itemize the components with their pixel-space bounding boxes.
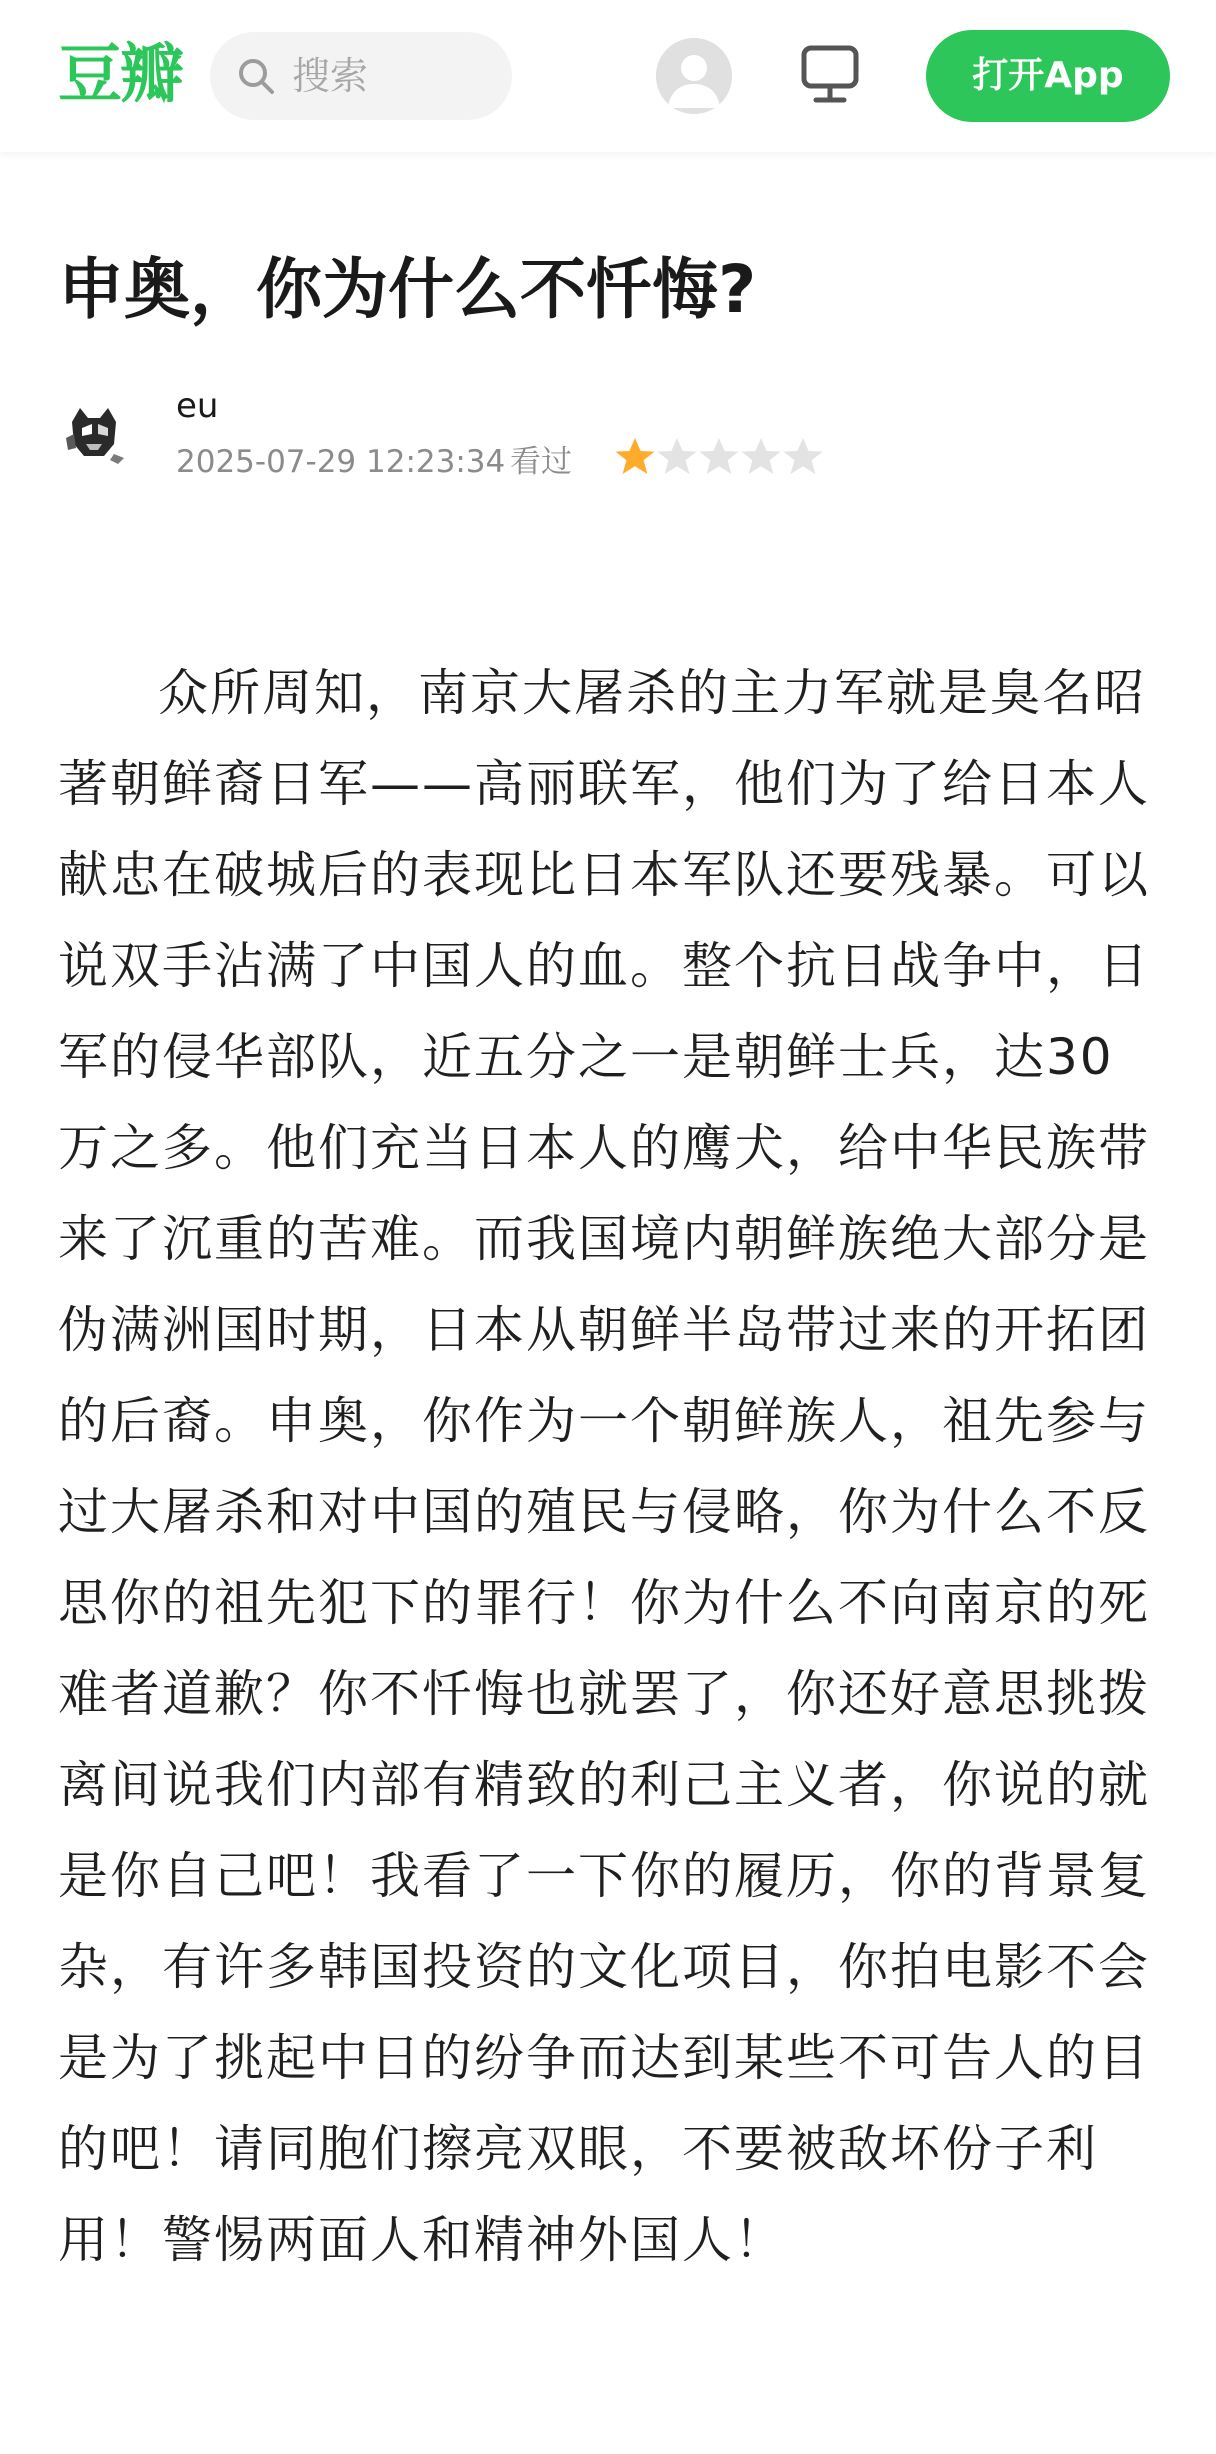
user-avatar-button[interactable]	[656, 38, 732, 114]
monitor-icon[interactable]	[800, 44, 860, 106]
star-empty-icon	[740, 436, 782, 478]
search-box[interactable]	[210, 32, 512, 120]
review-body: 众所周知，南京大屠杀的主力军就是臭名昭著朝鲜裔日军——高丽联军，他们为了给日本人献忠在破城后的表现比日本军队还要残暴。可以说双手沾满了中国人的血。整个抗日战争中，日军的侵华部队，近五分之一是朝鲜士兵，达30万之多。他们充当日本人的鹰犬，给中华民族带来了沉重的苦难。而我国境内朝鲜族绝大部分是伪满洲国时期，日本从朝鲜半岛带过来的开拓团的后裔。申奥，你作为一个朝鲜族人，祖先参与过大屠杀和对中国的殖民与侵略，你为什么不反思你的祖先犯下的罪行！你为什么不向南京的死难者道歉？你不忏悔也就罢了，你还好意思挑拨离间说我们内部有精致的利己主义者，你说的就是你自己吧！我看了一下你的履历，你的背景复杂，有许多韩国投资的文化项目，你拍电影不会是为了挑起中日的纷争而达到某些不可告人的目的吧！请同胞们擦亮双眼，不要被敌坏份子利用！警惕两面人和精神外国人！	[58, 664, 1150, 2269]
review-date: 2025-07-29 12:23:34	[176, 444, 506, 480]
douban-logo[interactable]: 豆瓣	[58, 38, 182, 112]
user-avatar-icon	[656, 38, 732, 114]
search-input[interactable]	[292, 32, 492, 120]
author-avatar[interactable]	[58, 398, 130, 470]
star-empty-icon	[656, 436, 698, 478]
search-icon	[236, 56, 276, 96]
rating-stars	[614, 436, 824, 484]
open-app-button[interactable]: 打开App	[926, 30, 1170, 122]
star-empty-icon	[782, 436, 824, 478]
star-filled-icon	[614, 436, 656, 478]
watched-status: 看过	[510, 444, 572, 480]
top-navigation-bar	[0, 0, 1216, 152]
star-empty-icon	[698, 436, 740, 478]
review-title: 申奥，你为什么不忏悔?	[58, 251, 757, 328]
author-name[interactable]: eu	[176, 386, 219, 426]
